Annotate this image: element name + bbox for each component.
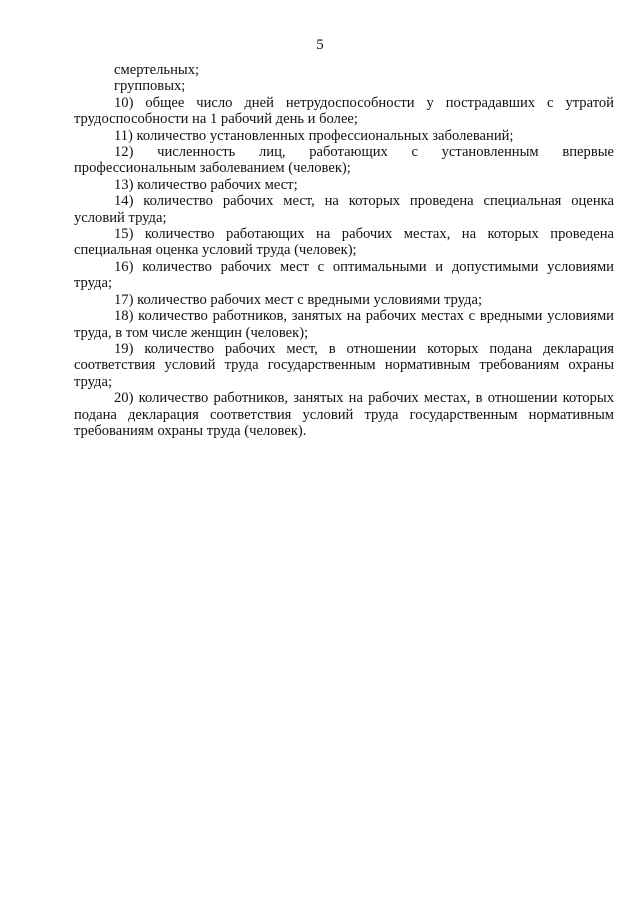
list-item-14: 14) количество рабочих мест, на которых проведена специальная оценка условий труда;	[74, 193, 614, 226]
list-item-11: 11) количество установленных профессиональных заболеваний;	[114, 127, 514, 144]
list-item-group: групповых;	[114, 78, 186, 95]
list-item-20: 20) количество работников, занятых на рабочих местах, в отношении которых подана декларация соответствия условий труда государственным нормативным требованиям охраны труда (человек).	[74, 390, 614, 439]
list-item-16: 16) количество рабочих мест с оптимальными и допустимыми условиями труда;	[74, 258, 614, 292]
list-item-13: 13) количество рабочих мест;	[114, 176, 298, 193]
list-item-17: 17) количество рабочих мест с вредными условиями труда;	[114, 291, 482, 308]
document-body	[74, 62, 614, 439]
list-item-fatal: смертельных;	[114, 62, 200, 78]
list-item-15: 15) количество работающих на рабочих местах, на которых проведена специальная оценка условий труда (человек);	[74, 226, 614, 259]
list-item-10: 10) общее число дней нетрудоспособности у пострадавших с утратой трудоспособности на 1 рабочий день и более;	[74, 94, 614, 128]
list-item-19: 19) количество рабочих мест, в отношении которых подана декларация соответствия условий труда государственным нормативным требованиям охраны труда;	[74, 340, 614, 390]
list-item-18: 18) количество работников, занятых на рабочих местах с вредными условиями труда, в том числе женщин (человек);	[74, 308, 614, 341]
list-item-12: 12) численность лиц, работающих с установленным впервые профессиональным заболеванием (человек);	[74, 144, 614, 177]
page-number: 5	[316, 37, 324, 53]
